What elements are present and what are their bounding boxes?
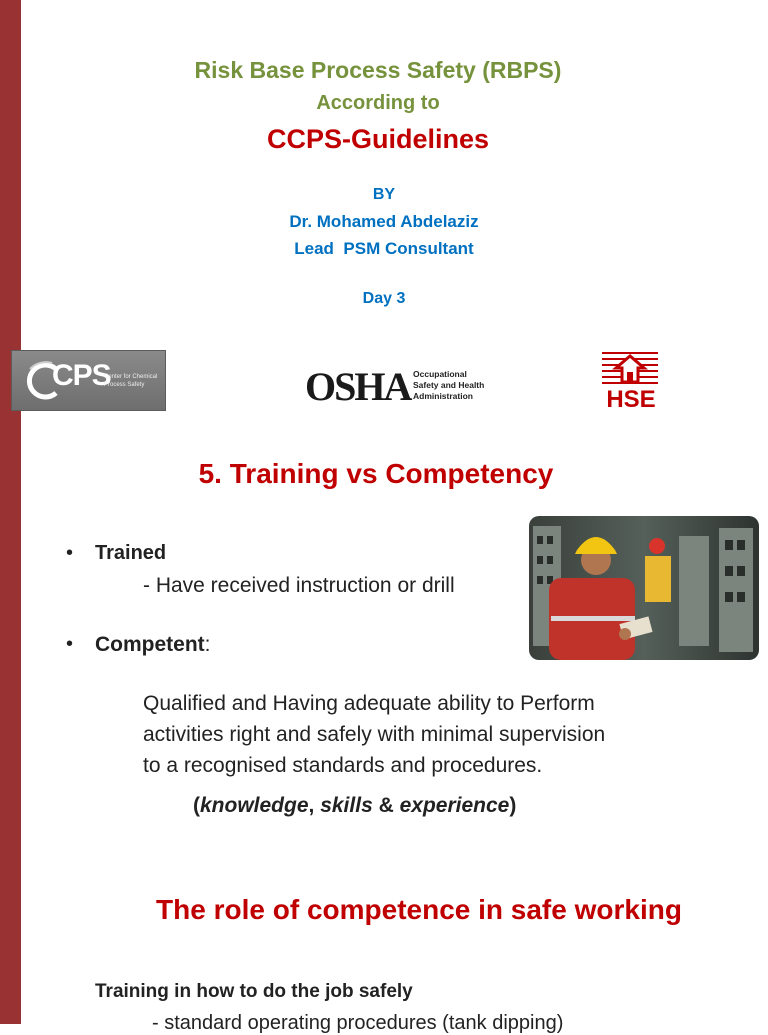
role-of-competence-title: The role of competence in safe working <box>156 894 682 925</box>
trained-description: - Have received instruction or drill <box>143 574 455 597</box>
sop-line: - standard operating procedures (tank dipping) <box>152 1012 564 1034</box>
guidelines-title: CCPS-Guidelines <box>266 124 490 154</box>
training-heading: Training in how to do the job safely <box>95 981 413 1002</box>
section-title: 5. Training vs Competency <box>198 458 554 489</box>
ccps-logo-subtext: Center for Chemical Process Safety <box>104 374 158 388</box>
competent-definition: Qualified and Having adequate ability to Perform activities right and safely with minimal supervision to a recognised standards and procedures. <box>143 692 606 777</box>
osha-logo <box>305 365 495 409</box>
author-role: Lead PSM Consultant <box>294 239 474 258</box>
ccps-logo <box>11 350 166 411</box>
ccps-logo-text: CPS <box>52 359 111 392</box>
osha-logo-subtext: Occupational Safety and Health Administration <box>413 369 485 401</box>
according-to: According to <box>316 92 440 114</box>
bullet-marker: • <box>66 633 74 655</box>
osha-logo-text: OSHA <box>305 364 411 409</box>
slide-title: Risk Base Process Safety (RBPS) <box>194 57 562 83</box>
hse-logo <box>600 350 662 412</box>
day-label: Day 3 <box>362 290 406 307</box>
hse-logo-text: HSE <box>606 386 656 413</box>
trained-label: Trained <box>95 542 167 564</box>
bullet-marker: • <box>66 542 74 564</box>
competent-label: Competent: <box>95 633 211 656</box>
by-label: BY <box>372 186 396 203</box>
knowledge-skills-experience: (knowledge, skills & experience) <box>193 794 517 817</box>
author-name: Dr. Mohamed Abdelaziz <box>289 212 479 231</box>
worker-photo <box>529 516 759 660</box>
